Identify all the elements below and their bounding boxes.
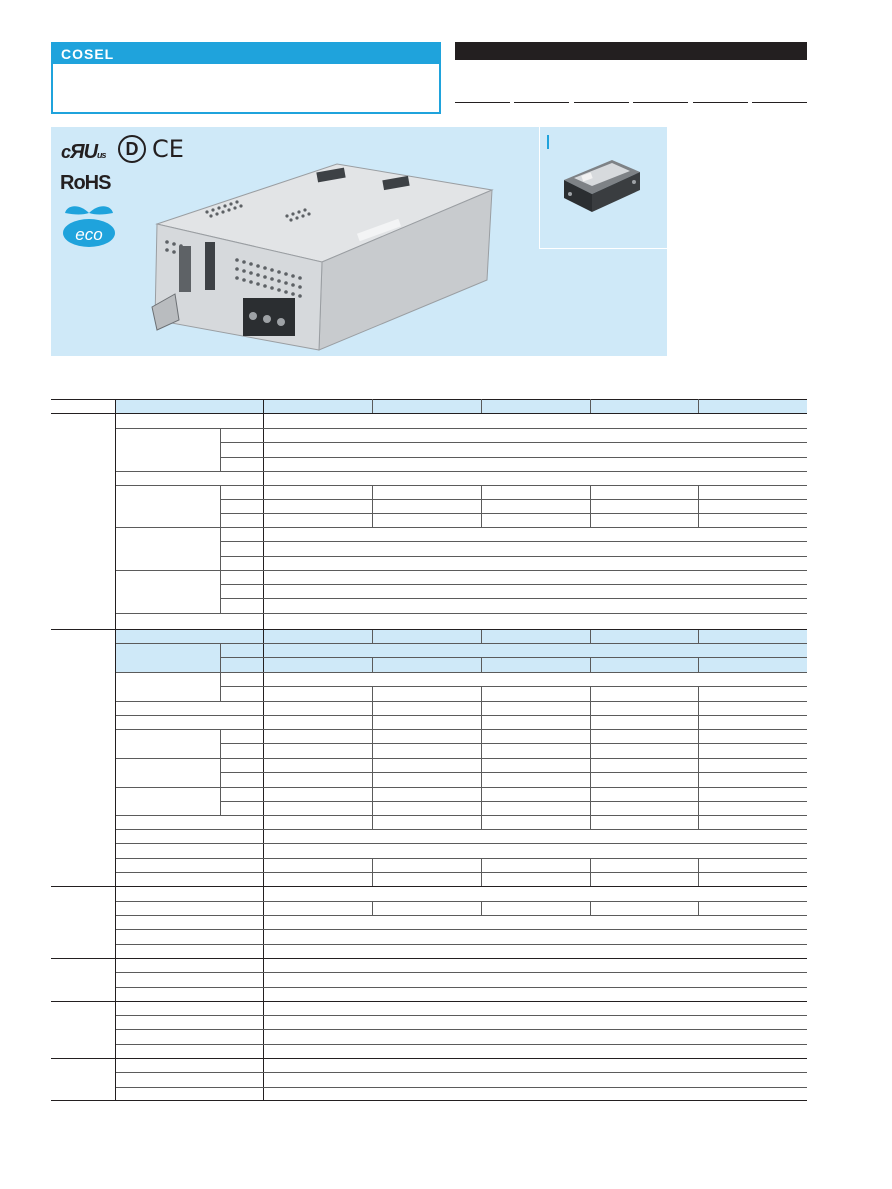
table-divider xyxy=(220,570,221,613)
brand-box xyxy=(51,42,441,114)
row-line xyxy=(116,613,807,614)
title-rule xyxy=(455,102,510,103)
table-divider xyxy=(115,399,116,1101)
row-line xyxy=(220,541,807,542)
section-divider xyxy=(51,1058,807,1059)
row-line xyxy=(220,598,807,599)
title-bar xyxy=(455,42,807,60)
title-rule xyxy=(514,102,569,103)
eco-icon xyxy=(59,201,119,249)
row-line xyxy=(116,1072,807,1073)
model-column-divider xyxy=(698,901,699,915)
svg-text:eco: eco xyxy=(75,225,103,244)
row-line xyxy=(220,457,807,458)
row-line xyxy=(116,972,807,973)
title-rule xyxy=(752,102,807,103)
row-line xyxy=(220,657,807,658)
row-line xyxy=(220,772,807,773)
noise-filter-image xyxy=(560,152,644,216)
highlight-cell xyxy=(220,643,263,673)
model-column-divider xyxy=(590,629,591,643)
model-column-divider xyxy=(698,485,699,527)
row-line xyxy=(220,743,807,744)
row-line xyxy=(116,944,807,945)
filter-inset xyxy=(539,127,667,249)
table-divider xyxy=(263,399,264,1101)
table-divider xyxy=(220,527,221,570)
row-line xyxy=(116,1087,807,1088)
model-column-divider xyxy=(481,399,482,413)
row-line xyxy=(116,858,807,859)
power-supply-image xyxy=(147,162,507,352)
model-column-divider xyxy=(372,657,373,672)
section-divider xyxy=(51,1001,807,1002)
row-line xyxy=(116,815,807,816)
model-column-divider xyxy=(698,399,699,413)
title-rule xyxy=(633,102,688,103)
row-line xyxy=(116,787,807,788)
row-line xyxy=(116,715,807,716)
model-column-divider xyxy=(481,657,482,672)
row-line xyxy=(116,987,807,988)
section-divider xyxy=(51,413,807,414)
model-column-divider xyxy=(372,485,373,527)
row-line xyxy=(116,843,807,844)
row-line xyxy=(116,915,807,916)
ce-mark-icon: CE xyxy=(152,135,184,163)
highlight-cell xyxy=(116,629,263,643)
d-mark-icon: D xyxy=(118,135,146,163)
model-column-divider xyxy=(590,657,591,672)
table-border xyxy=(51,399,807,400)
row-line xyxy=(116,872,807,873)
section-divider xyxy=(51,886,807,887)
model-column-divider xyxy=(698,629,699,643)
title-rule xyxy=(693,102,748,103)
highlight-cell xyxy=(116,643,220,673)
section-divider xyxy=(51,629,807,630)
model-column-divider xyxy=(590,399,591,413)
highlight-cell xyxy=(263,643,807,673)
row-line xyxy=(116,527,807,528)
row-line xyxy=(116,1044,807,1045)
table-divider xyxy=(220,428,221,472)
ul-mark-icon: cЯUus xyxy=(61,141,106,163)
rohs-mark: RoHS xyxy=(60,172,111,194)
row-line xyxy=(220,513,807,514)
row-line xyxy=(220,499,807,500)
specification-table xyxy=(51,399,807,1101)
model-column-divider xyxy=(372,901,373,915)
table-border xyxy=(51,1100,807,1101)
row-line xyxy=(116,570,807,571)
row-line xyxy=(116,428,807,429)
row-line xyxy=(116,471,807,472)
model-column-divider xyxy=(481,901,482,915)
row-line xyxy=(116,929,807,930)
model-column-divider xyxy=(372,399,373,413)
row-line xyxy=(116,901,807,902)
row-line xyxy=(116,758,807,759)
model-column-divider xyxy=(698,657,699,672)
row-line xyxy=(116,829,807,830)
table-header-cell xyxy=(263,399,807,413)
row-line xyxy=(116,485,807,486)
brand-strip xyxy=(53,44,439,64)
row-line xyxy=(116,672,807,673)
row-line xyxy=(220,584,807,585)
model-column-divider xyxy=(481,485,482,527)
product-hero xyxy=(51,127,667,356)
inset-marker xyxy=(547,135,549,149)
highlight-cell xyxy=(263,629,807,643)
row-line xyxy=(220,686,807,687)
model-column-divider xyxy=(481,629,482,643)
table-header-cell xyxy=(116,399,263,413)
row-line xyxy=(116,1015,807,1016)
title-rules xyxy=(455,102,807,104)
row-line xyxy=(116,729,807,730)
table-divider xyxy=(220,485,221,527)
model-column-divider xyxy=(590,901,591,915)
title-rule xyxy=(574,102,629,103)
row-line xyxy=(220,556,807,557)
model-column-divider xyxy=(590,485,591,527)
row-line xyxy=(220,442,807,443)
row-line xyxy=(116,701,807,702)
model-column-divider xyxy=(372,629,373,643)
row-line xyxy=(220,801,807,802)
section-divider xyxy=(51,958,807,959)
cosel-logo: COSEL xyxy=(61,46,115,62)
row-line xyxy=(116,1029,807,1030)
row-line xyxy=(116,643,807,644)
